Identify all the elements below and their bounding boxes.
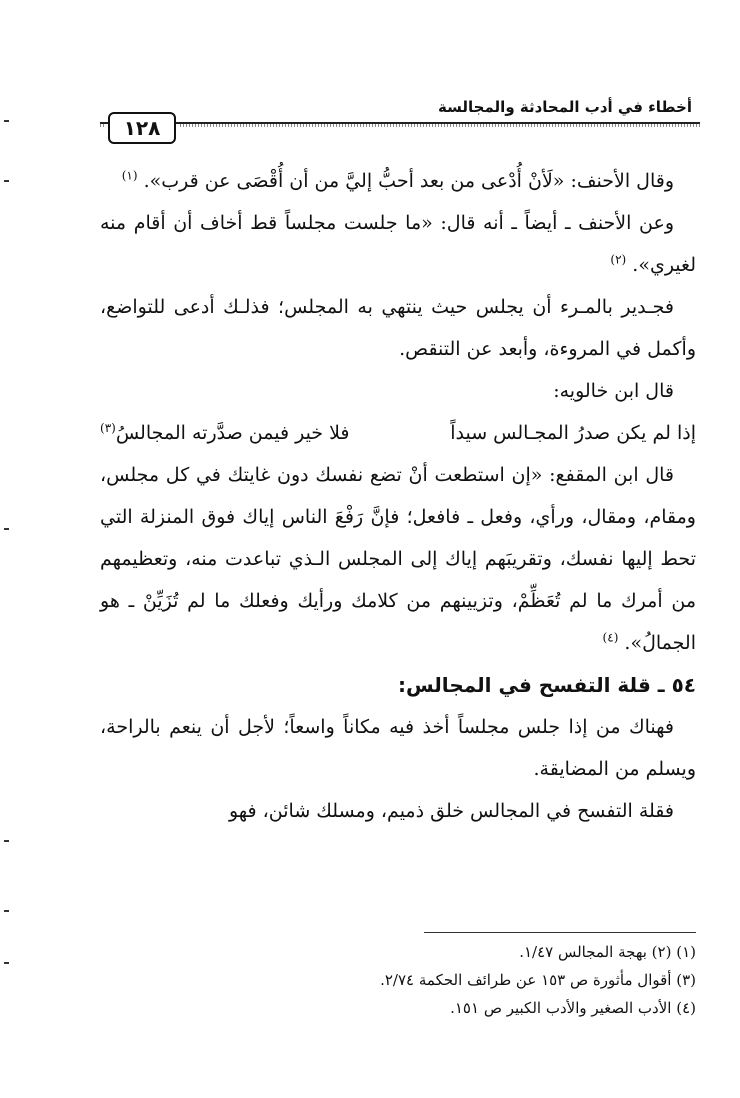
footnote: (٤) الأدب الصغير والأدب الكبير ص ١٥١. — [450, 999, 696, 1017]
scan-edge-mark — [4, 840, 9, 842]
paragraph: قال ابن خالويه: — [553, 380, 674, 402]
footnote: (٣) أقوال مأثورة ص ١٥٣ عن طرائف الحكمة ٢/٧٤. — [380, 971, 696, 989]
footnote: (١) (٢) بهجة المجالس ١/٤٧. — [519, 943, 696, 961]
scan-edge-mark — [4, 910, 9, 912]
footnotes — [100, 938, 696, 1022]
page-number: ١٢٨ — [108, 112, 176, 144]
section-heading: ٥٤ ـ قلة التفسح في المجالس: — [398, 673, 696, 697]
header-hatch — [180, 124, 700, 127]
header-hatch — [100, 124, 106, 127]
header-title: أخطاء في أدب المحادثة والمجالسة — [438, 98, 692, 116]
footnote-ref: (٢) — [610, 252, 627, 267]
scan-edge-mark — [4, 528, 9, 530]
poetry-verse — [100, 412, 696, 454]
paragraph — [100, 454, 696, 664]
paragraph — [100, 160, 696, 202]
verse-first-hemistich: إذا لم يكن صدرُ المجـالس سيداً — [450, 422, 696, 444]
paragraph: فقلة التفسح في المجالس خلق ذميم، ومسلك شائن، فهو — [228, 800, 674, 822]
paragraph-text: وقال الأحنف: «لَأنْ أُدْعى من بعد أحبُّ إليَّ من أن أُقْصَى عن قرب». — [143, 170, 674, 192]
running-header — [100, 96, 700, 146]
body-text — [100, 160, 696, 832]
paragraph-text: وعن الأحنف ـ أيضاً ـ أنه قال: «ما جلست مجلساً قط أخاف أن أقام منه لغيري». — [100, 212, 696, 276]
scan-edge-mark — [4, 962, 9, 964]
footnote-ref: (١) — [121, 168, 138, 183]
verse-second-hemistich-wrap: فلا خير فيمن صدَّرته المجالسُ(٣) — [100, 412, 350, 454]
paragraph: فهناك من إذا جلس مجلساً أخذ فيه مكاناً واسعاً؛ لأجل أن ينعم بالراحة، ويسلم من المضايقة. — [100, 716, 696, 780]
paragraph — [100, 202, 696, 286]
scan-edge-mark — [4, 180, 9, 182]
footnote-ref: (٤) — [602, 630, 619, 645]
footnote-rule — [424, 932, 696, 933]
scan-edge-mark — [4, 120, 9, 122]
paragraph-text: قال ابن المقفع: «إن استطعت أنْ تضع نفسك دون غايتك في كل مجلس، ومقام، ومقال، ورأي، وفعل ـ فافعل؛ فإنَّ رَفْعَ الناس إياك فوق المنزلة التي تحط إليها نفسك، وتقريبَهم إياك إلى المجلس الـذي تباعدت منه، وتعظيمهم من أمرك ما لم تُعَظِّمْ، وتزيينهم من كلامك ورأيك وفعلك ما لم تُزَيِّنْ ـ هو الجمالُ». — [100, 464, 696, 654]
verse-second-hemistich: فلا خير فيمن صدَّرته المجالسُ — [115, 422, 350, 444]
paragraph: فجـدير بالمـرء أن يجلس حيث ينتهي به المجلس؛ فذلـك أدعى للتواضع، وأكمل في المروءة، وأبعد عن التنقص. — [100, 296, 696, 360]
